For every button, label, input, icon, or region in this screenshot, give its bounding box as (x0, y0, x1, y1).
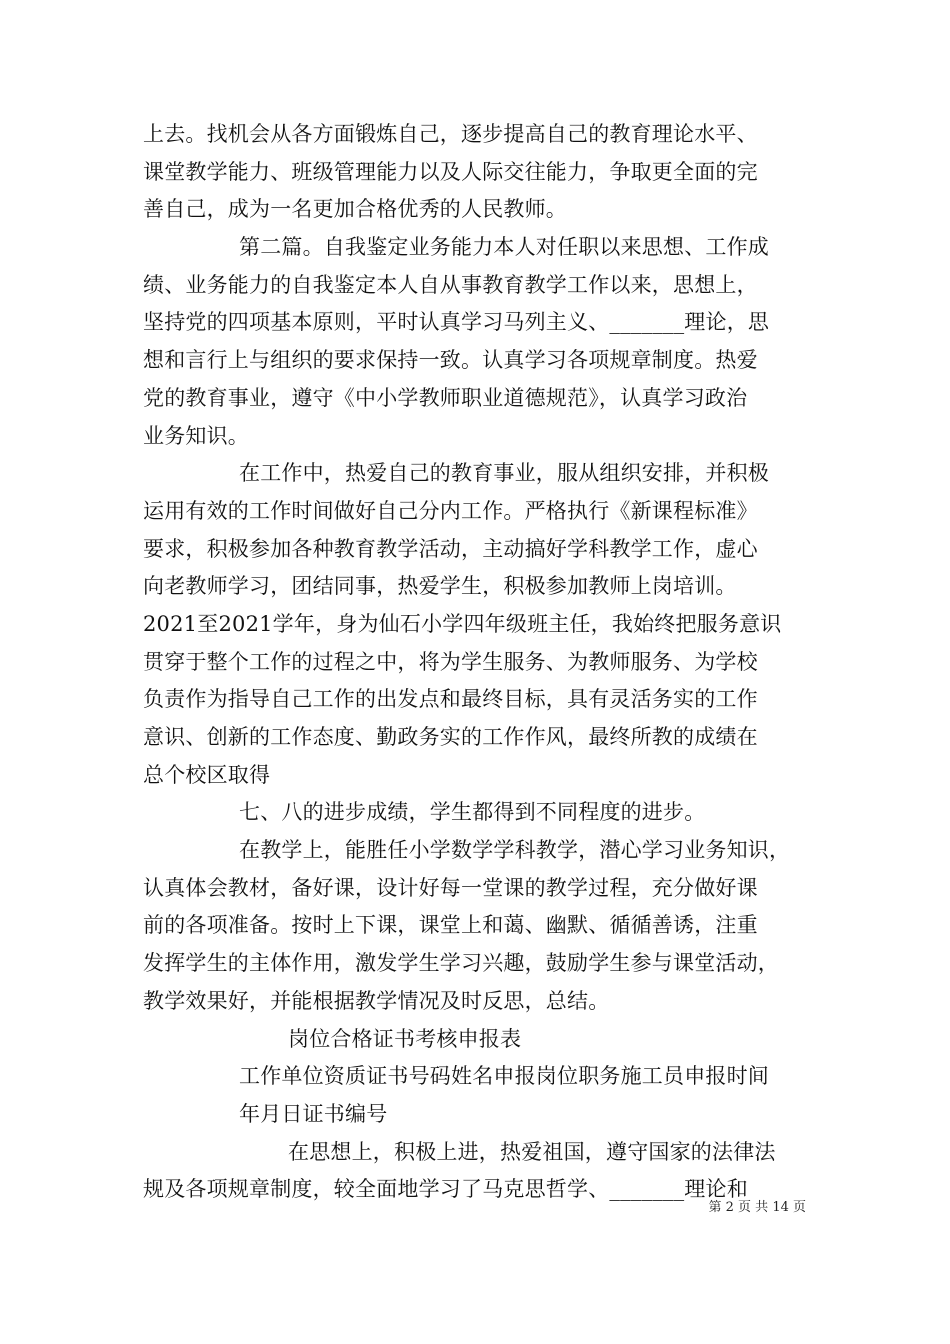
body-line: 善自己，成为一名更加合格优秀的人民教师。 (143, 197, 567, 222)
body-line: 向老教师学习，团结同事，热爱学生，积极参加教师上岗培训。 (143, 574, 737, 599)
body-line: 负责作为指导自己工作的出发点和最终目标，具有灵活务实的工作 (143, 687, 758, 712)
body-line: 绩、业务能力的自我鉴定本人自从事教育教学工作以来，思想上， (143, 272, 758, 297)
body-line: 贯穿于整个工作的过程之中，将为学生服务、为教师服务、为学校 (143, 649, 758, 674)
body-line: 坚持党的四项基本原则，平时认真学习马列主义、_______理论，思 (143, 310, 770, 335)
paragraph-start-line: 在思想上，积极上进，热爱祖国，遵守国家的法律法 (288, 1139, 776, 1164)
body-line: 认真体会教材，备好课，设计好每一堂课的教学过程，充分做好课 (143, 875, 758, 900)
body-line: 运用有效的工作时间做好自己分内工作。严格执行《新课程标准》 (143, 498, 758, 523)
body-line: 教学效果好，并能根据教学情况及时反思，总结。 (143, 988, 610, 1013)
body-line: 规及各项规章制度，较全面地学习了马克思哲学、_______理论和 (143, 1177, 748, 1202)
body-line: 总个校区取得 (143, 762, 271, 787)
paragraph-start-line: 在工作中，热爱自己的教育事业，服从组织安排，并积极 (239, 461, 769, 486)
body-line: 要求，积极参加各种教育教学活动，主动搞好学科教学工作，虚心 (143, 536, 758, 561)
body-line: 2021至2021学年，身为仙石小学四年级班主任，我始终把服务意识 (143, 611, 782, 636)
body-line: 意识、创新的工作态度、勤政务实的工作作风，最终所教的成绩在 (143, 725, 758, 749)
page-number-footer: 第 2 页 共 14 页 (708, 1200, 806, 1215)
body-line: 课堂教学能力、班级管理能力以及人际交往能力，争取更全面的完 (143, 159, 758, 184)
body-line: 发挥学生的主体作用，激发学生学习兴趣，鼓励学生参与课堂活动， (143, 951, 779, 976)
body-line: 前的各项准备。按时上下课，课堂上和蔼、幽默、循循善诱，注重 (143, 913, 758, 938)
body-line: 业务知识。 (143, 423, 249, 448)
form-fields-line: 工作单位资质证书号码姓名申报岗位职务施工员申报时间 (239, 1064, 769, 1089)
section-heading-line: 第二篇。自我鉴定业务能力本人对任职以来思想、工作成 (239, 235, 769, 260)
body-line: 党的教育事业，遵守《中小学教师职业道德规范》，认真学习政治 (143, 385, 748, 410)
form-title-line: 岗位合格证书考核申报表 (288, 1026, 522, 1051)
paragraph-start-line: 七、八的进步成绩，学生都得到不同程度的进步。 (239, 800, 706, 825)
body-line: 上去。找机会从各方面锻炼自己，逐步提高自己的教育理论水平、 (143, 122, 758, 146)
form-fields-line: 年月日证书编号 (239, 1101, 388, 1126)
paragraph-start-line: 在教学上，能胜任小学数学学科教学，潜心学习业务知识， (239, 838, 791, 863)
document-body (143, 116, 815, 1209)
body-line: 想和言行上与组织的要求保持一致。认真学习各项规章制度。热爱 (143, 348, 758, 373)
